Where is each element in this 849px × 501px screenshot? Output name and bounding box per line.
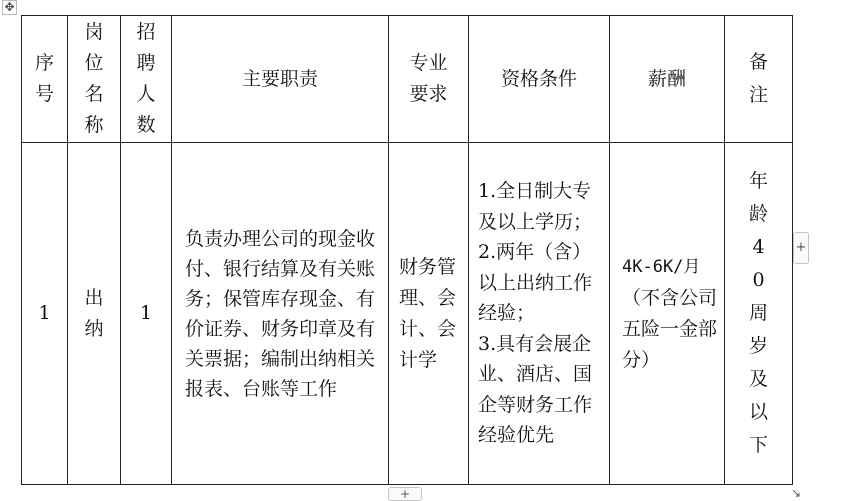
cell-major[interactable]: 财务管理、会计、会计学 bbox=[389, 143, 469, 485]
qualification-item-1: 1.全日制大专及以上学历； bbox=[478, 180, 593, 233]
cell-salary[interactable] bbox=[610, 143, 725, 485]
header-qualifications[interactable]: 资格条件 bbox=[469, 16, 610, 143]
qualification-item-2: 2.两年（含）以上出纳工作经验； bbox=[478, 241, 593, 325]
cell-count[interactable]: 1 bbox=[121, 143, 172, 485]
recruitment-table bbox=[21, 15, 793, 485]
salary-note: （不含公司五险一金部分） bbox=[622, 286, 718, 371]
table-move-handle-icon[interactable]: ✥ bbox=[2, 0, 17, 15]
salary-amount: 4K-6K/月 bbox=[622, 256, 701, 277]
header-count[interactable]: 招聘人数 bbox=[121, 16, 172, 143]
qualification-item-3: 3.具有会展企业、酒店、国企等财务工作经验优先 bbox=[478, 332, 593, 447]
header-seq[interactable]: 序号 bbox=[22, 16, 68, 143]
cell-seq[interactable]: 1 bbox=[22, 143, 68, 485]
add-row-button[interactable]: + bbox=[388, 487, 422, 501]
cell-qualifications[interactable] bbox=[469, 143, 610, 485]
header-duties[interactable]: 主要职责 bbox=[172, 16, 389, 143]
header-major[interactable]: 专业要求 bbox=[389, 16, 469, 143]
header-row bbox=[22, 16, 793, 143]
header-remarks[interactable]: 备注 bbox=[725, 16, 793, 143]
table-row bbox=[22, 143, 793, 485]
header-salary[interactable]: 薪酬 bbox=[610, 16, 725, 143]
recruitment-table-container bbox=[21, 15, 793, 485]
header-position[interactable]: 岗位名称 bbox=[68, 16, 121, 143]
table-resize-handle-icon[interactable]: ↘ bbox=[791, 486, 802, 500]
add-column-button[interactable]: + bbox=[793, 232, 809, 264]
cell-position[interactable]: 出纳 bbox=[68, 143, 121, 485]
cell-duties[interactable]: 负责办理公司的现金收付、银行结算及有关账务；保管库存现金、有价证券、财务印章及有关票据；编制出纳相关报表、台账等工作 bbox=[172, 143, 389, 485]
cell-remarks[interactable]: 年龄40周岁及以下 bbox=[725, 143, 793, 485]
